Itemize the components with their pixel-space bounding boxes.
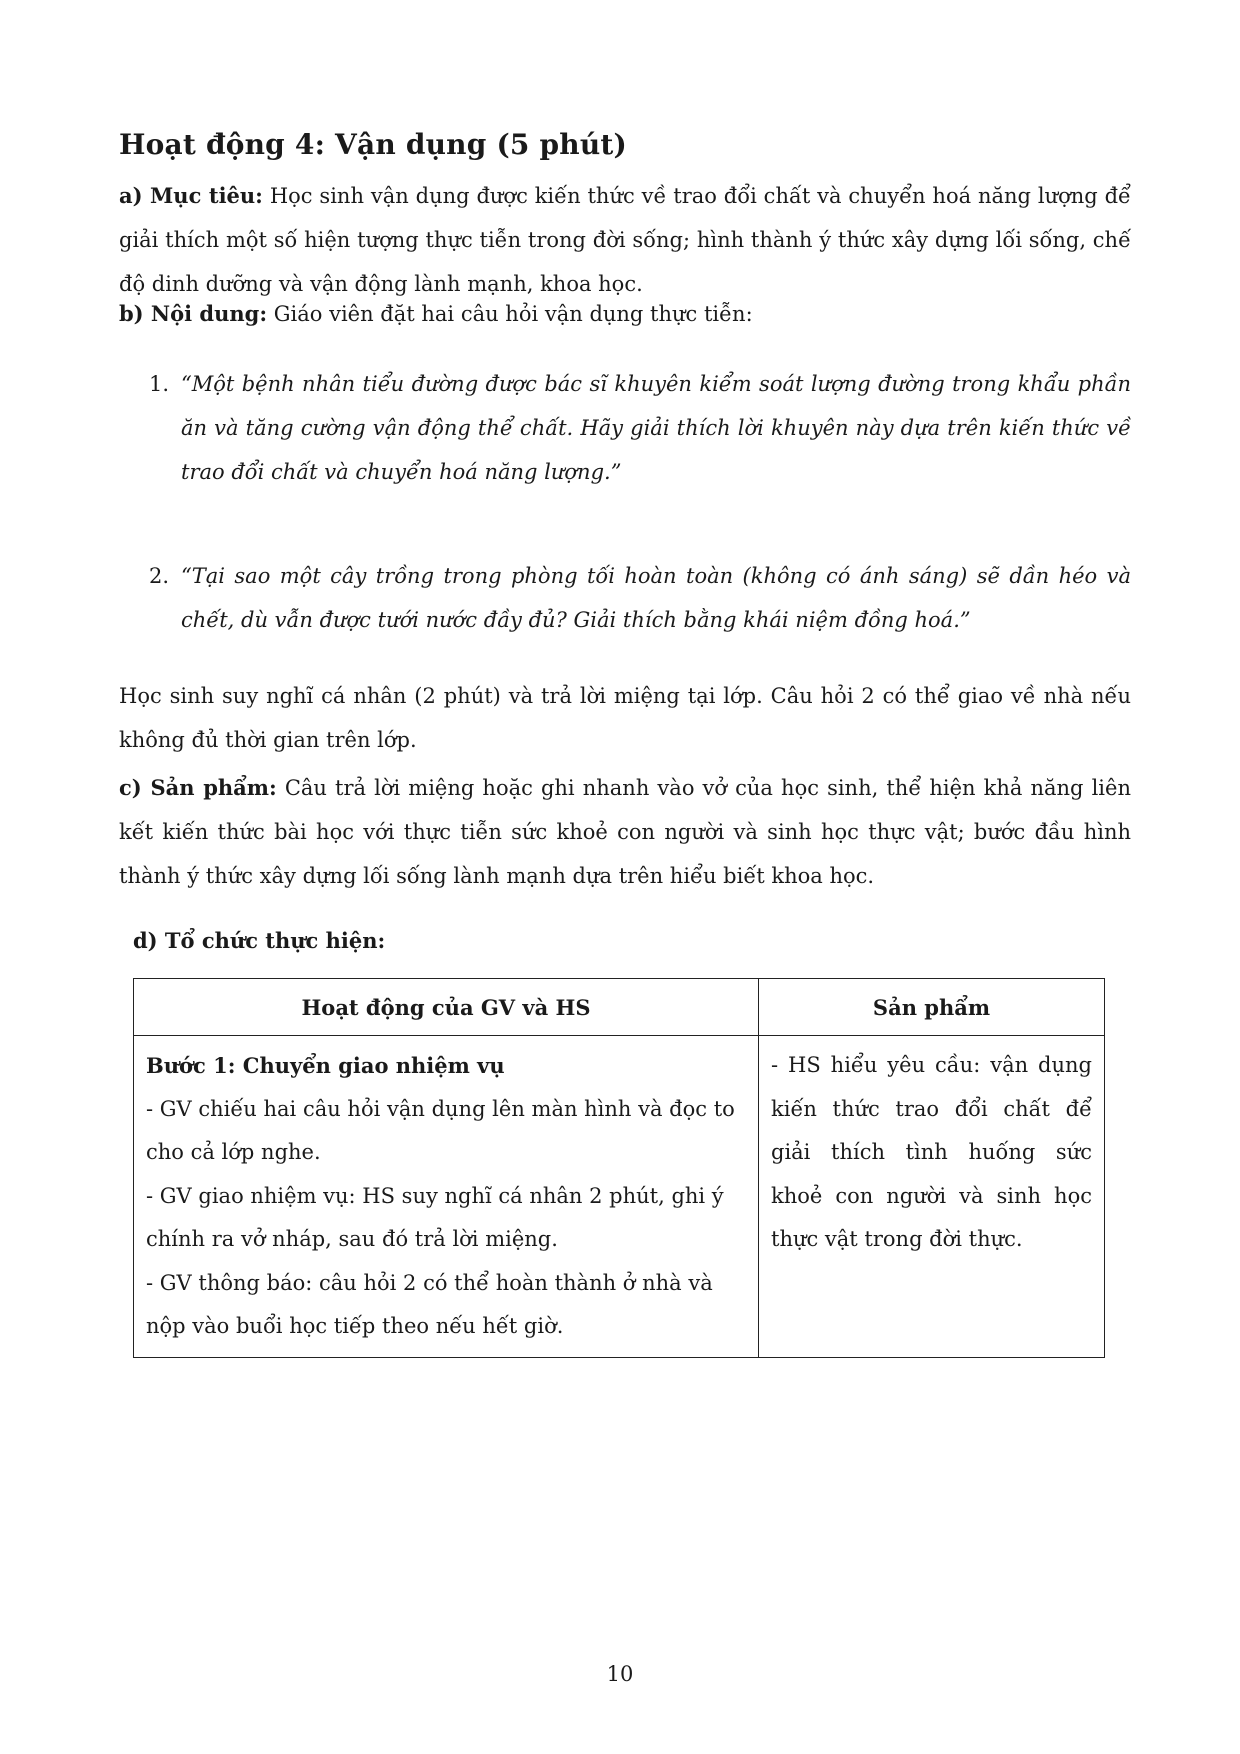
table-row <box>134 1036 1105 1358</box>
content-text: Giáo viên đặt hai câu hỏi vận dụng thực tiễn: <box>273 302 753 326</box>
table-header-row <box>134 979 1105 1036</box>
objective-paragraph <box>119 174 1131 306</box>
product-text: Câu trả lời miệng hoặc ghi nhanh vào vở của học sinh, thể hiện khả năng liên kết kiến thức bài học với thực tiễn sức khoẻ con người và sinh học thực vật; bước đầu hình thành ý thức xây dựng lối sống lành mạnh dựa trên hiểu biết khoa học. <box>119 776 1131 888</box>
question-text: “Tại sao một cây trồng trong phòng tối hoàn toàn (không có ánh sáng) sẽ dần héo và chết, dù vẫn được tưới nước đầy đủ? Giải thích bằng khái niệm đồng hoá.” <box>181 564 1131 632</box>
question-number: 2. <box>149 564 170 588</box>
organization-label: d) Tổ chức thực hiện: <box>133 928 386 953</box>
question-text: “Một bệnh nhân tiểu đường được bác sĩ khuyên kiểm soát lượng đường trong khẩu phần ăn và tăng cường vận động thể chất. Hãy giải thích lời khuyên này dựa trên kiến thức về trao đổi chất và chuyển hoá năng lượng.” <box>181 372 1131 484</box>
objective-text: Học sinh vận dụng được kiến thức về trao đổi chất và chuyển hoá năng lượng để giải thích một số hiện tượng thực tiễn trong đời sống; hình thành ý thức xây dựng lối sống, chế độ dinh dưỡng và vận động lành mạnh, khoa học. <box>119 184 1131 296</box>
product-cell: - HS hiểu yêu cầu: vận dụng kiến thức trao đổi chất để giải thích tình huống sức khoẻ con người và sinh học thực vật trong đời thực. <box>759 1036 1105 1358</box>
question-item <box>149 362 1131 494</box>
question-item <box>149 554 1131 642</box>
section-heading: Hoạt động 4: Vận dụng (5 phút) <box>119 128 628 161</box>
header-activities: Hoạt động của GV và HS <box>134 979 759 1036</box>
step-title: Bước 1: Chuyển giao nhiệm vụ <box>146 1053 505 1078</box>
questions-list <box>149 362 1131 494</box>
question-number: 1. <box>149 372 170 396</box>
header-product: Sản phẩm <box>759 979 1105 1036</box>
activity-line: - GV thông báo: câu hỏi 2 có thể hoàn thành ở nhà và nộp vào buổi học tiếp theo nếu hết giờ. <box>146 1270 713 1338</box>
content-paragraph <box>119 292 1131 336</box>
organization-table <box>133 978 1105 1358</box>
page-number: 10 <box>606 1662 634 1686</box>
activity-line: - GV giao nhiệm vụ: HS suy nghĩ cá nhân 2 phút, ghi ý chính ra vở nháp, sau đó trả lời miệng. <box>146 1183 724 1251</box>
product-label: c) Sản phẩm: <box>119 775 277 800</box>
activities-cell <box>134 1036 759 1358</box>
student-note-paragraph: Học sinh suy nghĩ cá nhân (2 phút) và trả lời miệng tại lớp. Câu hỏi 2 có thể giao về nhà nếu không đủ thời gian trên lớp. <box>119 684 1131 752</box>
questions-list-2 <box>149 554 1131 642</box>
objective-label: a) Mục tiêu: <box>119 183 263 208</box>
activity-line: - GV chiếu hai câu hỏi vận dụng lên màn hình và đọc to cho cả lớp nghe. <box>146 1096 735 1164</box>
product-paragraph <box>119 766 1131 898</box>
content-label: b) Nội dung: <box>119 301 268 326</box>
